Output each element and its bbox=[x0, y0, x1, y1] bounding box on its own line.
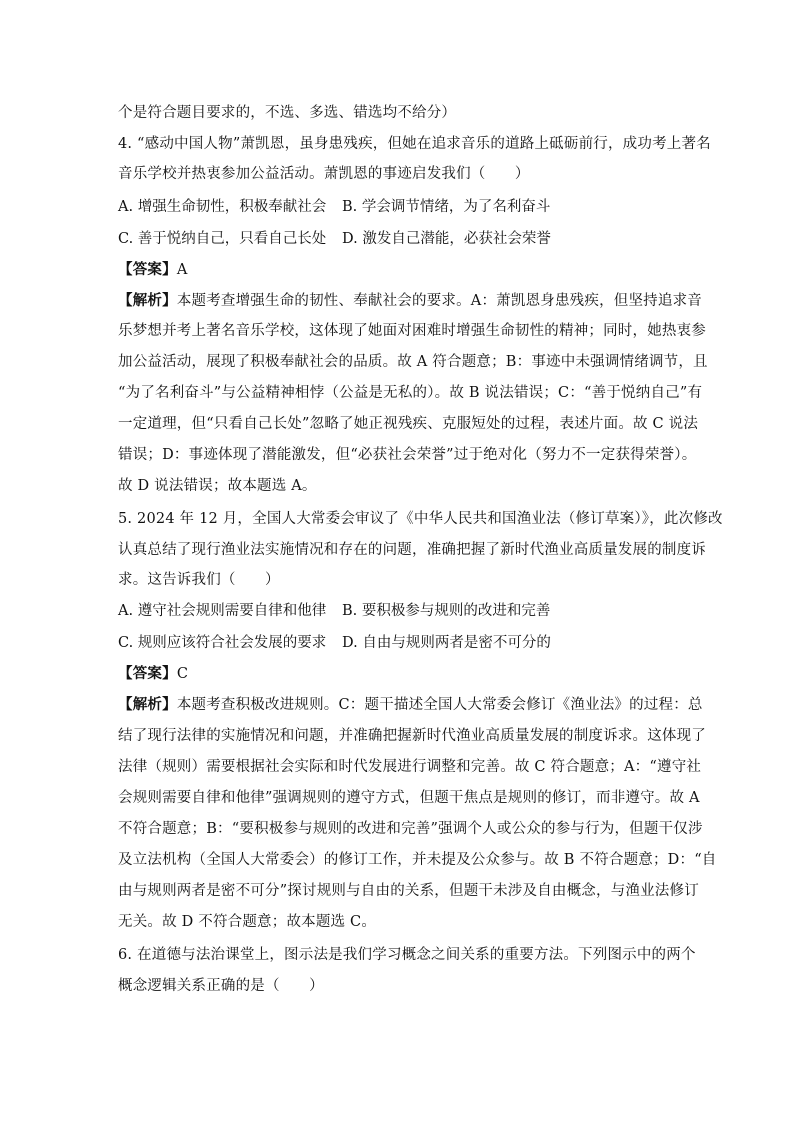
q4-stem-line-1: 4. “感动中国人物”萧凯恩，虽身患残疾，但她在追求音乐的道路上砥砺前行，成功考上著名 bbox=[118, 136, 711, 152]
analysis-tag: 【解析】 bbox=[118, 292, 177, 309]
q6-stem-line-2: 概念逻辑关系正确的是（ ） bbox=[118, 978, 324, 994]
answer-tag: 【答案】 bbox=[118, 665, 177, 682]
q5-stem-line-2: 认真总结了现行渔业法实施情况和存在的问题，准确把握了新时代渔业高质量发展的制度诉 bbox=[118, 542, 706, 558]
q5-analysis-line-6: 及立法机构（全国人大常委会）的修订工作，并未提及公众参与。故 B 不符合题意；D：“自 bbox=[118, 852, 717, 868]
analysis-text: 本题考查积极改进规则。C：题干描述全国人大常委会修订《渔业法》的过程：总 bbox=[176, 697, 703, 713]
q5-analysis-line-1 bbox=[118, 695, 703, 715]
q5-option-d: D. 自由与规则两者是密不可分的 bbox=[342, 635, 551, 651]
header-fragment: 个是符合题目要求的，不选、多选、错选均不给分） bbox=[118, 105, 457, 121]
q4-option-b: B. 学会调节情绪，为了名利奋斗 bbox=[342, 199, 551, 215]
q5-analysis-line-4: 会规则需要自律和他律”强调规则的遵守方式，但题干焦点是规则的修订，而非遵守。故 A bbox=[118, 790, 700, 806]
q4-analysis-line-7: 故 D 说法错误；故本题选 A。 bbox=[118, 478, 317, 494]
q4-option-c: C. 善于悦纳自己，只看自己长处 bbox=[118, 231, 327, 247]
answer-value: C bbox=[176, 666, 189, 682]
analysis-tag: 【解析】 bbox=[118, 696, 177, 713]
q5-stem-line-1: 5. 2024 年 12 月，全国人大常委会审议了《中华人民共和国渔业法（修订草案）》，此次修改 bbox=[118, 511, 723, 527]
q4-analysis-line-2: 乐梦想并考上著名音乐学校，这体现了她面对困难时增强生命韧性的精神；同时，她热衷参 bbox=[118, 323, 706, 339]
analysis-text: 本题考查增强生命的韧性、奉献社会的要求。A：萧凯恩身患残疾，但坚持追求音 bbox=[176, 293, 702, 309]
q5-stem-line-3: 求。这告诉我们（ ） bbox=[118, 572, 280, 588]
q4-analysis-line-1 bbox=[118, 291, 702, 311]
q6-stem-line-1: 6. 在道德与法治课堂上，图示法是我们学习概念之间关系的重要方法。下列图示中的两个 bbox=[118, 947, 696, 963]
q5-analysis-line-7: 由与规则两者是密不可分”探讨规则与自由的关系，但题干未涉及自由概念，与渔业法修订 bbox=[118, 883, 699, 899]
q5-answer bbox=[118, 664, 188, 684]
q4-option-a: A. 增强生命韧性，积极奉献社会 bbox=[118, 199, 327, 215]
answer-tag: 【答案】 bbox=[118, 261, 177, 278]
q4-analysis-line-5: 一定道理，但“只看自己长处”忽略了她正视残疾、克服短处的过程，表述片面。故 C 说法 bbox=[118, 416, 699, 432]
q5-analysis-line-2: 结了现行法律的实施情况和问题，并准确把握新时代渔业高质量发展的制度诉求。这体现了 bbox=[118, 728, 706, 744]
q4-analysis-line-6: 错误；D：事迹体现了潜能激发，但“必获社会荣誉”过于绝对化（努力不一定获得荣誉）。 bbox=[118, 447, 697, 463]
q4-option-d: D. 激发自己潜能，必获社会荣誉 bbox=[342, 231, 551, 247]
q4-stem-line-2: 音乐学校并热衷参加公益活动。萧凯恩的事迹启发我们（ ） bbox=[118, 166, 530, 182]
q5-analysis-line-3: 法律（规则）需要根据社会实际和时代发展进行调整和完善。故 C 符合题意；A：“遵守社 bbox=[118, 759, 702, 775]
q5-option-a: A. 遵守社会规则需要自律和他律 bbox=[118, 603, 327, 619]
q4-analysis-line-4: “为了名利奋斗”与公益精神相悖（公益是无私的）。故 B 说法错误；C：“善于悦纳自己”有 bbox=[118, 385, 703, 401]
q4-analysis-line-3: 加公益活动，展现了积极奉献社会的品质。故 A 符合题意；B：事迹中未强调情绪调节，且 bbox=[118, 354, 708, 370]
q5-option-b: B. 要积极参与规则的改进和完善 bbox=[342, 603, 551, 619]
answer-value: A bbox=[176, 262, 188, 278]
q5-analysis-line-8: 无关。故 D 不符合题意；故本题选 C。 bbox=[118, 914, 377, 930]
q5-analysis-line-5: 不符合题意；B：“要积极参与规则的改进和完善”强调个人或公众的参与行为，但题干仅涉 bbox=[118, 821, 703, 837]
q4-answer bbox=[118, 260, 187, 280]
q5-option-c: C. 规则应该符合社会发展的要求 bbox=[118, 635, 327, 651]
